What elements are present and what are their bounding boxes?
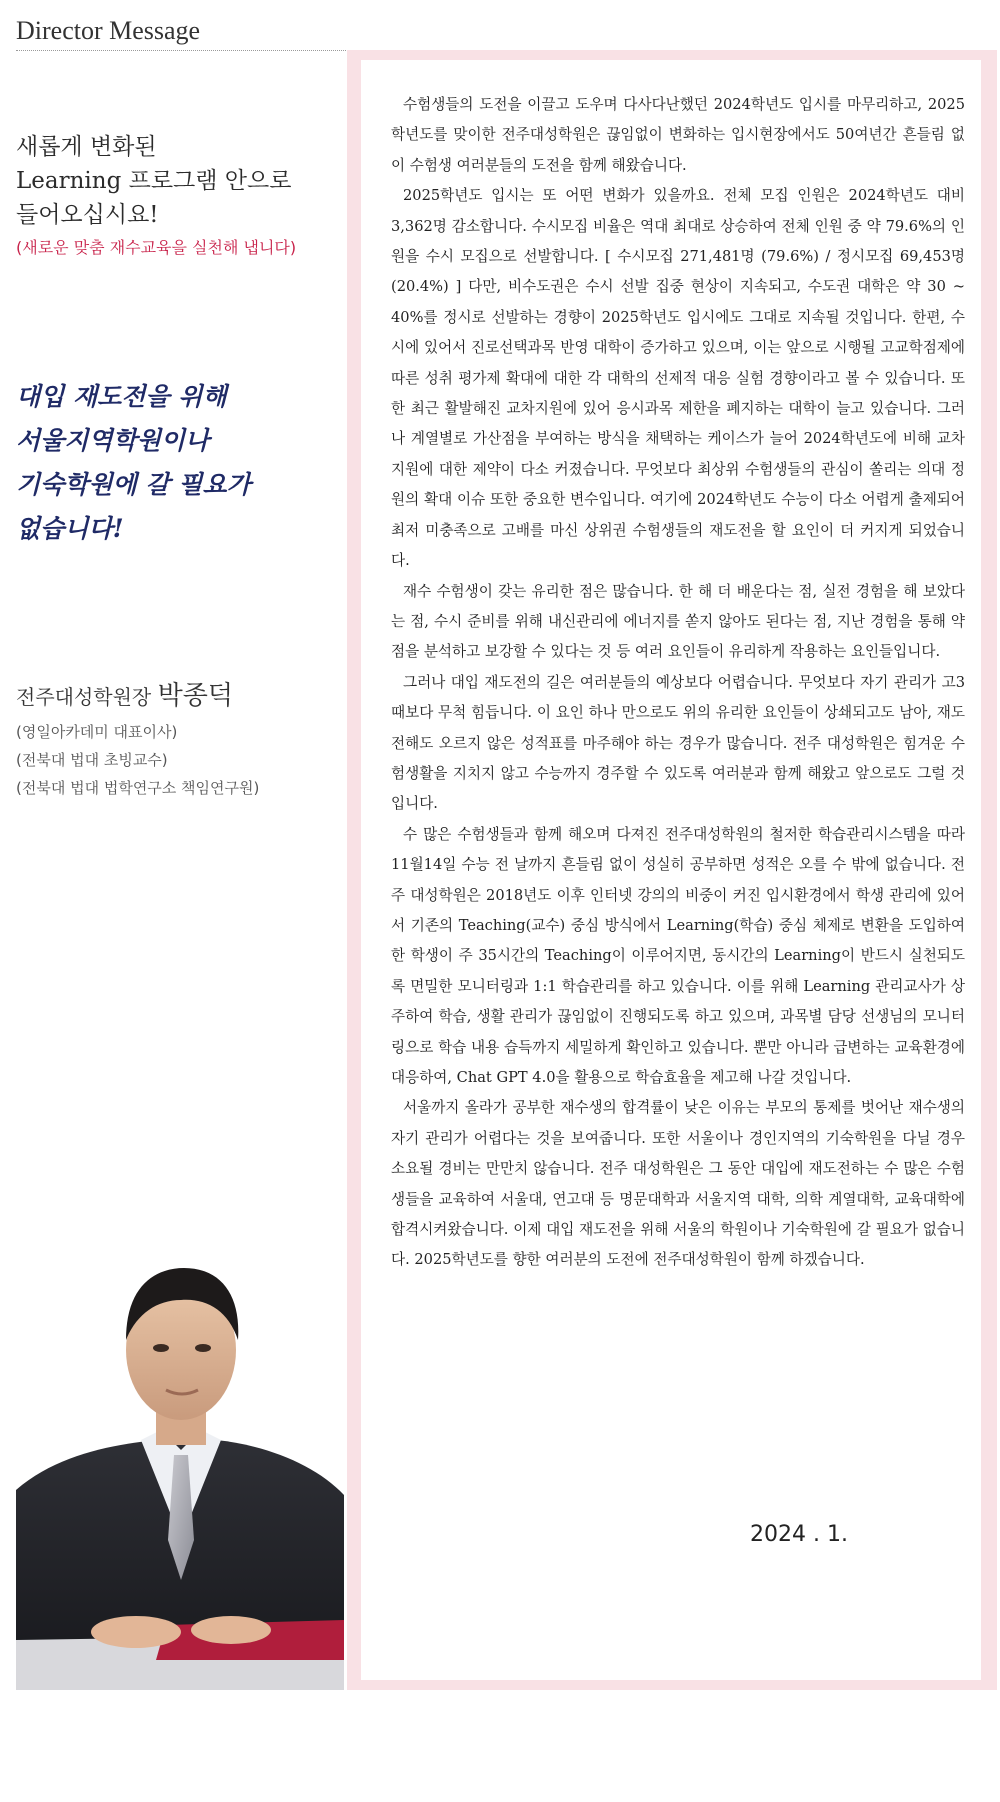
letter-body — [391, 90, 965, 1276]
director-roles — [16, 718, 336, 802]
page-title: Director Message — [16, 16, 201, 45]
slogan-line: 대입 재도전을 위해 — [16, 382, 227, 411]
director-info — [16, 675, 336, 802]
letter-frame — [347, 50, 997, 1690]
page-header — [16, 14, 980, 51]
director-title: 전주대성학원장 — [16, 685, 152, 709]
director-role: (영일아카데미 대표이사) — [16, 723, 178, 741]
director-role: (전북대 법대 법학연구소 책임연구원) — [16, 779, 260, 797]
headline-line: 새롭게 변화된 — [16, 134, 157, 160]
headline-line: 들어오십시요! — [16, 202, 159, 228]
letter-date: 2024 . 1. — [750, 1522, 848, 1547]
slogan — [16, 375, 336, 551]
director-portrait-image — [16, 1240, 344, 1690]
letter-paragraph: 서울까지 올라가 공부한 재수생의 합격률이 낮은 이유는 부모의 통제를 벗어난 재수생의 자기 관리가 어렵다는 것을 보여줍니다. 또한 서울이나 경인지역의 기숙학원을 다닐 경우 소요될 경비는 만만치 않습니다. 전주 대성학원은 그 동안 대입에 재도전하는 수 많은 수험생들을 교육하여 서울대, 연고대 등 명문대학과 서울지역 대학, 의학 계열대학, 교육대학에 합격시켜왔습니다. 이제 대입 재도전을 위해 서울의 학원이나 기숙학원에 갈 필요가 없습니다. 2025학년도를 향한 여러분의 도전에 전주대성학원이 함께 하겠습니다. — [391, 1099, 965, 1269]
director-name-line — [16, 675, 336, 712]
headline — [16, 130, 336, 232]
subheadline: (새로운 맞춤 재수교육을 실천해 냅니다) — [16, 238, 297, 257]
slogan-line: 없습니다! — [16, 514, 124, 543]
letter-paragraph: 수 많은 수험생들과 함께 해오며 다져진 전주대성학원의 철저한 학습관리시스템을 따라 11월14일 수능 전 날까지 흔들림 없이 성실히 공부하면 성적은 오를 수 밖에 없습니다. 전주 대성학원은 2018년도 이후 인터넷 강의의 비중이 커진 입시환경에서 학생 관리에 있어서 기존의 Teaching(교수) 중심 방식에서 Learning(학습) 중심 체제로 변환을 도입하여 한 학생이 주 35시간의 Teaching이 이루어지면, 동시간의 Learning이 반드시 실천되도록 면밀한 모니터링과 1:1 학습관리를 하고 있습니다. 이를 위해 Learning 관리교사가 상주하여 학습, 생활 관리가 끊임없이 진행되도록 하고 있으며, 과목별 담당 선생님의 모니터링으로 학습 내용 습득까지 세밀하게 확인하고 있습니다. 뿐만 아니라 급변하는 교육환경에 대응하여, Chat GPT 4.0을 활용으로 학습효율을 제고해 나갈 것입니다. — [391, 825, 965, 1086]
director-role: (전북대 법대 초빙교수) — [16, 751, 168, 769]
letter-paragraph: 재수 수험생이 갖는 유리한 점은 많습니다. 한 해 더 배운다는 점, 실전 경험을 해 보았다는 점, 수시 준비를 위해 내신관리에 에너지를 쏟지 않아도 된다는 점, 지난 경험을 통해 약점을 분석하고 보강할 수 있다는 것 등 여러 요인들이 유리하게 작용하는 요인들입니다. — [391, 582, 965, 661]
slogan-line: 서울지역학원이나 — [16, 426, 210, 455]
headline-line: Learning 프로그램 안으로 — [16, 168, 292, 194]
director-name: 박종덕 — [157, 681, 233, 711]
letter-paragraph: 수험생들의 도전을 이끌고 도우며 다사다난했던 2024학년도 입시를 마무리하고, 2025학년도를 맞이한 전주대성학원은 끊임없이 변화하는 입시현장에서도 50여년간 흔들림 없이 수험생 여러분들의 도전을 함께 해왔습니다. — [391, 96, 965, 174]
director-portrait — [16, 1240, 344, 1690]
letter-panel — [361, 60, 981, 1680]
letter-paragraph: 그러나 대입 재도전의 길은 여러분들의 예상보다 어렵습니다. 무엇보다 자기 관리가 고3 때보다 무척 힘듭니다. 이 요인 하나 만으로도 위의 유리한 요인들이 상쇄되고도 남아, 재도전해도 오르지 않은 성적표를 마주해야 하는 경우가 많습니다. 전주 대성학원은 힘겨운 수험생활을 지치지 않고 수능까지 경주할 수 있도록 여러분과 함께 해왔고 앞으로도 그럴 것입니다. — [391, 673, 965, 813]
letter-paragraph: 2025학년도 입시는 또 어떤 변화가 있을까요. 전체 모집 인원은 2024학년도 대비 3,362명 감소합니다. 수시모집 비율은 역대 최대로 상승하여 전체 인원 중 약 79.6%의 인원을 수시 모집으로 선발합니다. [ 수시모집 271,481명 (79.6%) / 정시모집 69,453명 (20.4%) ] 다만, 비수도권은 수시 선발 집중 현상이 지속되고, 수도권 대학은 약 30 ~ 40%를 정시로 선발하는 경향이 2025학년도 입시에도 그대로 지속될 것입니다. 한편, 수시에 있어서 진로선택과목 반영 대학이 증가하고 있으며, 이는 앞으로 시행될 고교학점제에 따른 성취 평가제 확대에 대한 각 대학의 선제적 대응 실험 경향이라고 볼 수 있습니다. 또한 최근 활발해진 교차지원에 있어 응시과목 제한을 폐지하는 대학이 늘고 있습니다. 그러나 계열별로 가산점을 부여하는 방식을 채택하는 케이스가 늘어 2024학년도에 비해 교차지원에 대한 제약이 다소 커졌습니다. 무엇보다 최상위 수험생들의 관심이 쏠리는 의대 정원의 확대 이슈 또한 중요한 변수입니다. 여기에 2024학년도 수능이 다소 어렵게 출제되어 최저 미충족으로 고배를 마신 상위권 수험생들의 재도전을 할 요인이 더 커지게 되었습니다. — [391, 187, 965, 570]
slogan-line: 기숙학원에 갈 필요가 — [16, 470, 251, 499]
